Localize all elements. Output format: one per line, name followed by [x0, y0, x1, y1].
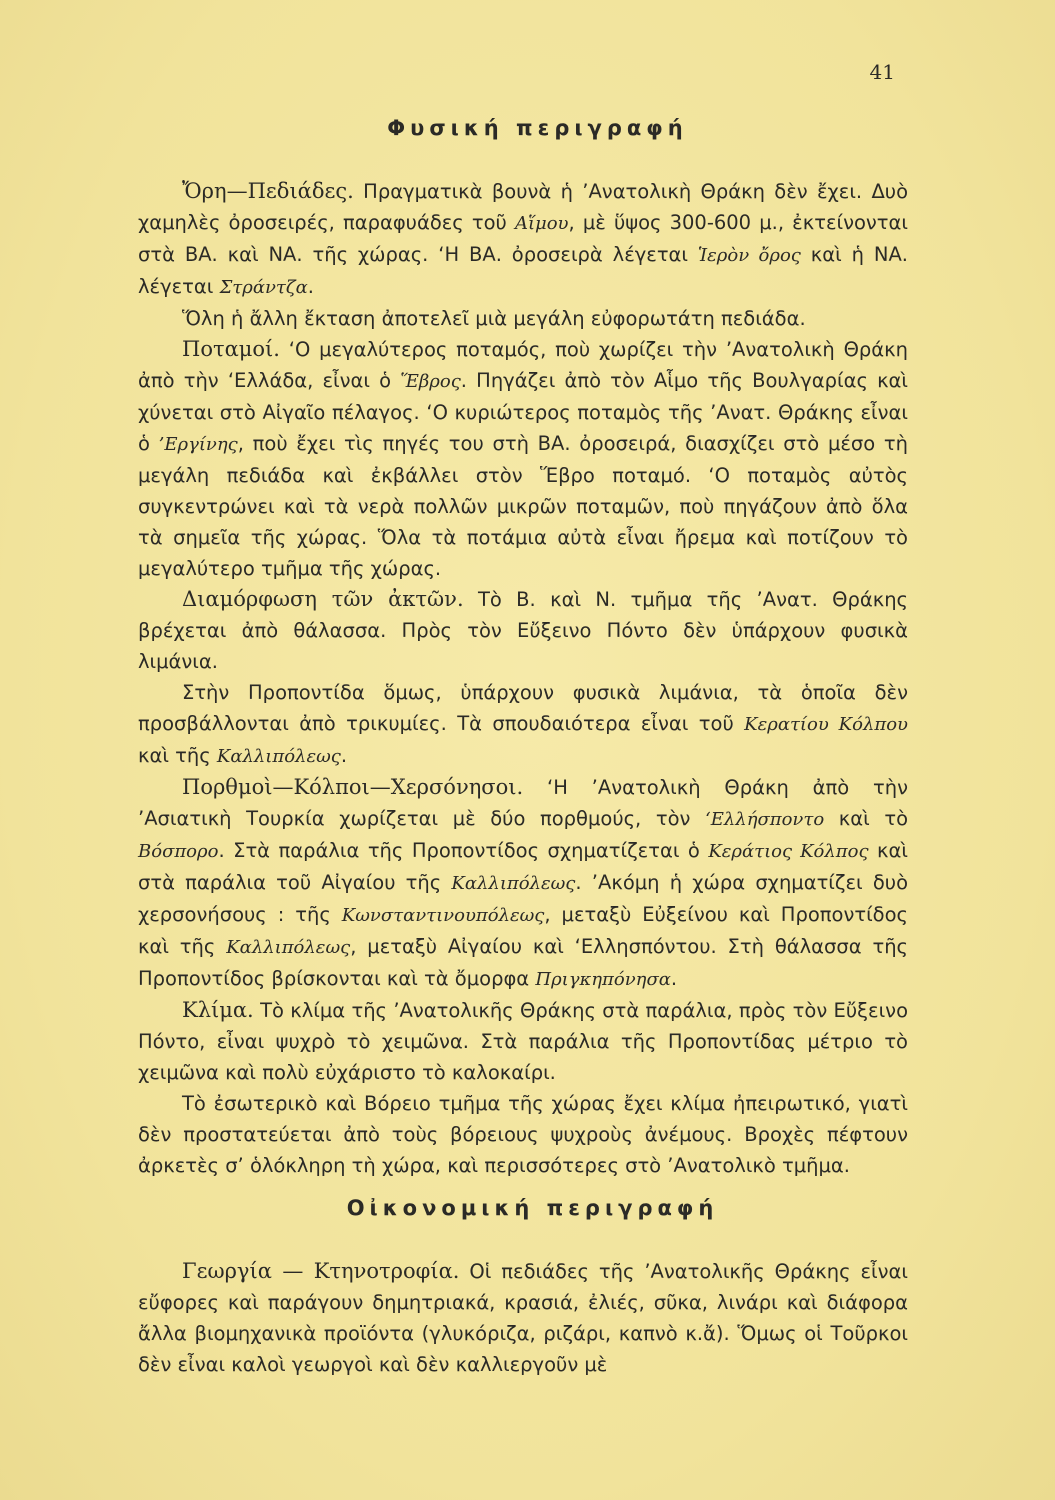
physical-description-text: [138, 176, 908, 1181]
section-title-economic: Οἰκονομική περιγραφή: [346, 1196, 719, 1220]
paragraph-coasts: Διαμόρφωση τῶν ἀκτῶν. Τὸ Β. καὶ Ν. τμῆμα τῆς ’Ανατ. Θράκης βρέχεται ἀπὸ θάλασσα. Πρὸς τὸν Εὔξεινο Πόντο δὲν ὑπάρχουν φυσικὰ λιμάνια.: [138, 587, 908, 673]
heading-rivers: Ποταμοί.: [182, 337, 280, 361]
paragraph-mountains: Ὄρη—Πεδιάδες. Πραγματικὰ βουνὰ ἡ ’Ανατολικὴ Θράκη δὲν ἔχει. Δυὸ χαμηλὲς ὀροσειρές, παραφυάδες τοῦ Αἵμου, μὲ ὕψος 300-600 μ., ἐκτείνονται στὰ ΒΑ. καὶ ΝΑ. τῆς χώρας. ‘Η ΒΑ. ὀροσειρὰ λέγεται Ἱερὸν ὄρος καὶ ἡ ΝΑ. λέγεται Στράντζα.: [138, 179, 908, 298]
page-number: 41: [869, 60, 895, 84]
heading-climate: Κλίμα.: [182, 998, 254, 1022]
paragraph-plain: Ὅλη ἡ ἄλλη ἔκταση ἀποτελεῖ μιὰ μεγάλη εὐφορωτάτη πεδιάδα.: [182, 307, 806, 330]
heading-agriculture-livestock: Γεωργία — Κτηνοτροφία.: [182, 1259, 460, 1283]
paragraph-straits: Πορθμοὶ—Κόλποι—Χερσόνησοι. ‘Η ’Ανατολικὴ Θράκη ἀπὸ τὴν ’Ασιατικὴ Τουρκία χωρίζεται μὲ δύο πορθμούς, τὸν ‘Ελλήσποντο καὶ τὸ Βόσπορο. Στὰ παράλια τῆς Προποντίδος σχηματίζεται ὁ Κεράτιος Κόλπος καὶ στὰ παράλια τοῦ Αἰγαίου τῆς Καλλιπόλεως. ’Ακόμη ἡ χώρα σχηματίζει δυὸ χερσονήσους : τῆς Κωνσταντινουπόλεως, μεταξὺ Εὐξείνου καὶ Προποντίδος καὶ τῆς Καλλιπόλεως, μεταξὺ Αἰγαίου καὶ ‘Ελλησπόντου. Στὴ θάλασσα τῆς Προποντίδος βρίσκονται καὶ τὰ ὄμορφα Πριγκηπόνησα.: [138, 775, 909, 990]
heading-mountains-plains: Ὄρη—Πεδιάδες.: [182, 179, 354, 203]
heading-coasts: Διαμόρφωση τῶν ἀκτῶν.: [182, 587, 464, 611]
paragraph-climate-interior: Τὸ ἐσωτερικὸ καὶ Βόρειο τμῆμα τῆς χώρας ἔχει κλίμα ἠπειρωτικό, γιατὶ δὲν προστατεύεται ἀπὸ τοὺς βόρειους ψυχροὺς ἀνέμους. Βροχὲς πέφτουν ἀρκετὲς σ’ ὁλόκληρη τὴ χώρα, καὶ περισσότερες στὸ ’Ανατολικὸ τμῆμα.: [138, 1092, 908, 1177]
heading-straits-gulfs-peninsulas: Πορθμοὶ—Κόλποι—Χερσόνησοι.: [182, 775, 524, 799]
paragraph-agriculture: Γεωργία — Κτηνοτροφία. Οἱ πεδιάδες τῆς ’Ανατολικῆς Θράκης εἶναι εὔφορες καὶ παράγουν δημητριακά, κρασιά, ἐλιές, σῦκα, λινάρι καὶ διάφορα ἄλλα βιομηχανικὰ προϊόντα (γλυκόριζα, ριζάρι, καπνὸ κ.ἄ). Ὅμως οἱ Τοῦρκοι δὲν εἶναι καλοὶ γεωργοὶ καὶ δὲν καλλιεργοῦν μὲ: [138, 1259, 908, 1376]
paragraph-climate: Κλίμα. Τὸ κλίμα τῆς ’Ανατολικῆς Θράκης στὰ παράλια, πρὸς τὸν Εὔξεινο Πόντο, εἶναι ψυχρὸ τὸ χειμῶνα. Στὰ παράλια τῆς Προποντίδας μέτριο τὸ χειμῶνα καὶ πολὺ εὐχάριστο τὸ καλοκαίρι.: [138, 998, 908, 1084]
section-title-physical: Φυσική περιγραφή: [387, 116, 688, 140]
economic-description-text: [138, 1256, 908, 1380]
paragraph-rivers: Ποταμοί. ‘Ο μεγαλύτερος ποταμός, ποὺ χωρίζει τὴν ’Ανατολικὴ Θράκη ἀπὸ τὴν ‘Ελλάδα, εἶναι ὁ Ἕβρος. Πηγάζει ἀπὸ τὸν Αἷμο τῆς Βουλγαρίας καὶ χύνεται στὸ Αἰγαῖο πέλαγος. ‘Ο κυριώτερος ποταμὸς τῆς ’Ανατ. Θράκης εἶναι ὁ ’Εργίνης, ποὺ ἔχει τὶς πηγές του στὴ ΒΑ. ὀροσειρά, διασχίζει στὸ μέσο τὴ μεγάλη πεδιάδα καὶ ἐκβάλλει στὸν Ἕβρο ποταμό. ‘Ο ποταμὸς αὐτὸς συγκεντρώνει καὶ τὰ νερὰ πολλῶν μικρῶν ποταμῶν, ποὺ πηγάζουν ἀπὸ ὅλα τὰ σημεῖα τῆς χώρας. Ὅλα τὰ ποτάμια αὐτὰ εἶναι ἤρεμα καὶ ποτίζουν τὸ μεγαλύτερο τμῆμα τῆς χώρας.: [138, 337, 909, 580]
paragraph-harbors: Στὴν Προποντίδα ὅμως, ὑπάρχουν φυσικὰ λιμάνια, τὰ ὁποῖα δὲν προσβάλλονται ἀπὸ τρικυμίες. Τὰ σπουδαιότερα εἶναι τοῦ Κερατίου Κόλπου καὶ τῆς Καλλιπόλεως.: [138, 681, 908, 767]
